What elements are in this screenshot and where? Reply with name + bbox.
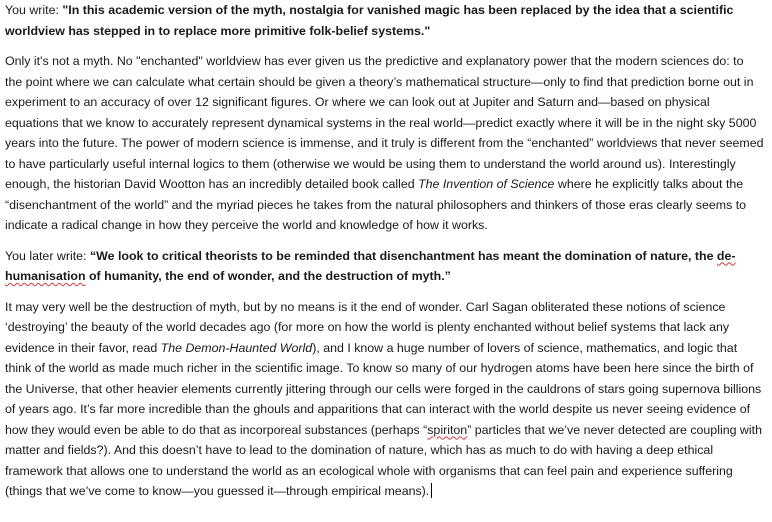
paragraph-quote-1 bbox=[5, 0, 764, 41]
quoted-text: of humanity, the end of wonder, and the destruction of myth.” bbox=[85, 269, 451, 283]
paragraph-quote-2 bbox=[5, 246, 764, 287]
body-text: ), and I know a huge number of lovers of science, mathematics, and logic that think of the world as made much richer in the scientific image. To know so many of our hydrogen atoms have been here since the birth of the Universe, that other heavier elements currently jittering through our cells were forged in the cauldrons of stars going supernova billions of years ago. It’s far more incredible than the ghouls and apparitions that can interact with the world despite us never seeing evidence of how they would even be able to do that as incorporeal substances (perhaps “ bbox=[5, 340, 762, 437]
quoted-text: “We look to critical theorists to be reminded that disenchantment has meant the domination of nature, the bbox=[89, 248, 717, 263]
spellcheck-flagged-word[interactable]: spiriton bbox=[427, 422, 468, 437]
quote-lead-text: You write: bbox=[5, 3, 63, 17]
quote-lead-text: You later write: bbox=[5, 248, 90, 263]
body-text: ” particles that we’ve never detected are coupling with matter and fields?). And this doesn’t have to lead to the domination of nature, which has as much to do with having a deep ethical framework that allows one to understand the world as an ecological whole with organisms that can feel pain and experience suffering (things that we’ve come to know—you guessed it—through empirical means). bbox=[5, 422, 762, 498]
book-title: The Invention of Science bbox=[418, 177, 555, 191]
spellcheck-flagged-word[interactable]: de-humanisation bbox=[5, 248, 736, 283]
body-text: It may very well be the destruction of myth, but by no means is it the end of wonder. Carl Sagan obliterated these notions of science ‘destroying’ the beauty of the world decades ago (for more on how the world is plenty enchanted without belief systems that lack any evidence in their favor, read bbox=[5, 299, 730, 355]
body-text: Only it's not a myth. No "enchanted" worldview has ever given us the predictive and explanatory power that the modern sciences do: to the point where we can calculate what certain should be given a theory’s mathematical structure—only to find that prediction borne out in experiment to an accuracy of over 12 significant figures. Or where we can look out at Jupiter and Saturn and—based on physical equations that we know to accurately represent dynamical systems in the real world—predict exactly where it will be in the night sky 5000 years into the future. The power of modern science is immense, and it truly is different from the “enchanted” worldviews that never seemed to have particularly useful internal logics to them (otherwise we would be using them to understand the world around us). Interestingly enough, the historian David Wootton has an incredibly detailed book called bbox=[5, 54, 764, 191]
text-cursor bbox=[431, 483, 432, 498]
book-title: The Demon-Haunted World bbox=[160, 340, 313, 355]
paragraph-response-1 bbox=[5, 51, 764, 236]
quoted-text: "In this academic version of the myth, nostalgia for vanished magic has been replaced by the idea that a scientific worldview has stepped in to replace more primitive folk-belief systems." bbox=[5, 3, 734, 38]
paragraph-response-2 bbox=[5, 297, 764, 502]
body-text: where he explicitly talks about the “disenchantment of the world” and the myriad pieces he takes from the natural philosophers and thinkers of those eras clearly seems to indicate a radical change in how they perceive the world and knowledge of how it works. bbox=[5, 177, 747, 232]
